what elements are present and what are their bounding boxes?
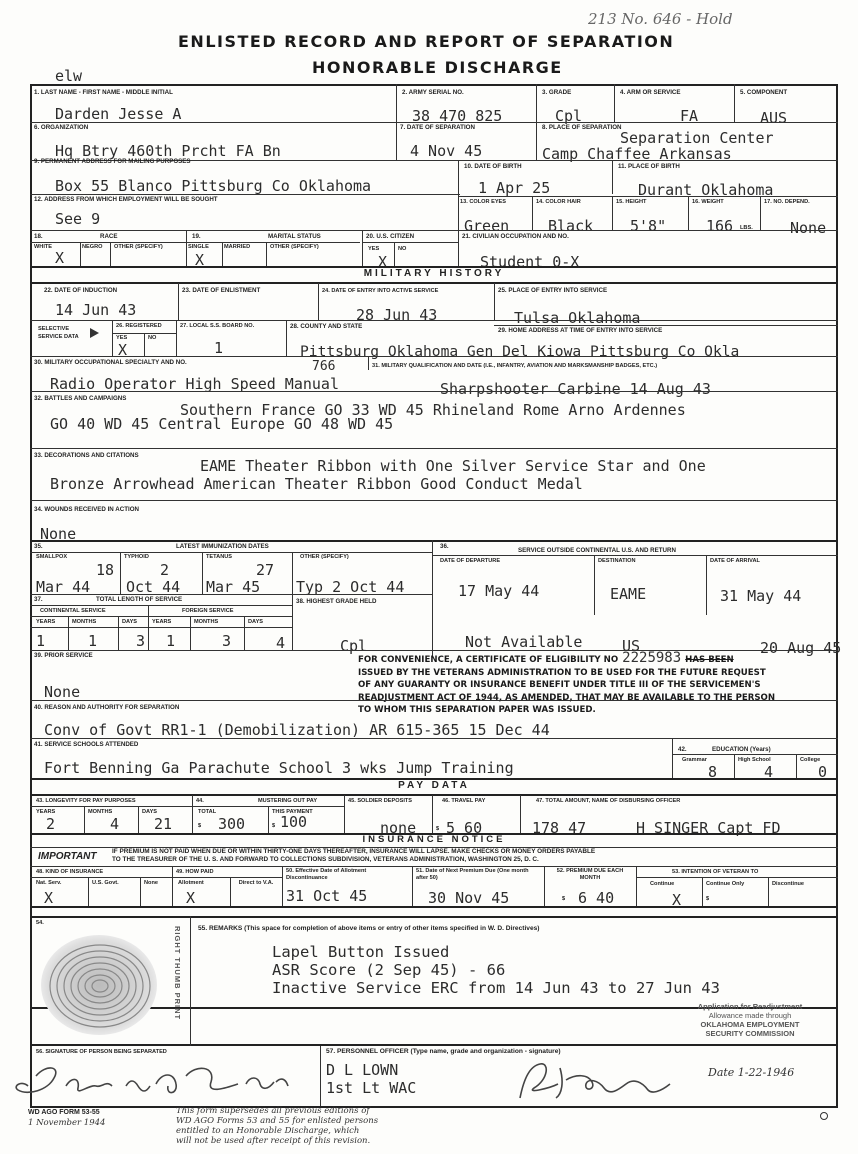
value-battles-2: GO 40 WD 45 Central Europe GO 48 WD 45 [50, 415, 394, 433]
value-weight: 166 [706, 217, 734, 235]
value-travel: 5 60 [446, 819, 483, 837]
value-remarks-3: Inactive Service ERC from 14 Jun 43 to 27 Jun 43 [272, 979, 720, 997]
label-address: 9. PERMANENT ADDRESS FOR MAILING PURPOSES [34, 158, 191, 165]
label-deposits: 45. SOLDIER DEPOSITS [348, 798, 413, 804]
label-eff-date: 50. Effective Date of Allotment Discontinuance [286, 868, 367, 881]
veteran-signature-icon [6, 1056, 306, 1106]
label-mustering-no: 44. [196, 798, 204, 804]
value-ins-nat-mark: X [44, 889, 54, 907]
value-battles-1: Southern France GO 33 WD 45 Rhineland Rome Arno Ardennes [180, 401, 686, 419]
label-direct: Direct to V.A. [238, 880, 274, 886]
section-pay-data: PAY DATA [398, 780, 470, 791]
label-education-no: 42. [678, 746, 687, 753]
value-decorations-1: EAME Theater Ribbon with One Silver Service Star and One [200, 457, 706, 475]
label-negro: NEGRO [82, 244, 103, 250]
label-qualification: 31. MILITARY QUALIFICATION AND DATE (I.E., INFANTRY, AVIATION AND MARKSMANSHIP BADGES, ETC.) [372, 363, 658, 369]
value-citizen-mark: X [378, 253, 388, 271]
value-organization: Hq Btry 460th Prcht FA Bn [55, 142, 281, 160]
value-cont-years: 1 [36, 632, 46, 650]
label-married: MARRIED [224, 244, 251, 250]
label-marital-no: 19. [192, 233, 201, 240]
label-reason: 40. REASON AND AUTHORITY FOR SEPARATION [34, 704, 180, 711]
label-county: 28. COUNTY AND STATE [290, 323, 363, 330]
label-total-dollar: $ [198, 823, 202, 829]
label-component: 5. COMPONENT [740, 89, 788, 96]
value-registered-mark: X [118, 341, 128, 359]
label-continue-only: Continue Only [706, 881, 745, 887]
value-smallpox-top: 18 [96, 561, 115, 579]
label-education: EDUCATION (Years) [712, 746, 771, 753]
important-text-2: TO THE TREASURER OF THE U. S. AND FORWARD TO COLLECTIONS SUBDIVISION, VETERANS ADMINISTRATION, WASHINGTON 25, D. C. [112, 856, 539, 863]
label-entry-place: 25. PLACE OF ENTRY INTO SERVICE [498, 287, 608, 294]
value-qualification: Sharpshooter Carbine 14 Aug 43 [440, 380, 711, 398]
value-component: AUS [760, 109, 788, 127]
label-nat-serv: Nat. Serv. [36, 880, 62, 886]
value-remarks-1: Lapel Button Issued [272, 943, 450, 961]
label-longevity: 43. LONGEVITY FOR PAY PURPOSES [36, 798, 136, 804]
label-race: RACE [100, 233, 118, 240]
label-eyes: 13. COLOR EYES [460, 199, 507, 205]
label-remarks: 55. REMARKS (This space for completion of above items or entry of other items specified in W. D. Directives) [198, 925, 540, 932]
value-deposits: none [380, 819, 417, 837]
value-total-pay: 300 [218, 815, 246, 833]
label-important: IMPORTANT [38, 851, 97, 862]
pointer-arrow-icon [90, 328, 99, 338]
value-departure: 17 May 44 [458, 582, 540, 600]
value-prior-service: None [44, 683, 81, 701]
label-total-pay: TOTAL [198, 809, 217, 815]
label-long-months: MONTHS [88, 809, 113, 815]
value-premium: 6 40 [578, 889, 615, 907]
label-reg-no: NO [148, 335, 157, 341]
label-total-amount: 47. TOTAL AMOUNT, NAME OF DISBURSING OFFICER [536, 798, 681, 804]
label-payment-dollar: $ [272, 823, 276, 829]
label-for-days: DAYS [248, 619, 264, 625]
eligibility-stamp: FOR CONVENIENCE, A CERTIFICATE OF ELIGIBILITY NO 2225983 HAS BEEN ISSUED BY THE VETERANS ADMINISTRATION TO BE USED FOR THE FUTURE REQUEST OF ANY GUARANTY OR INSURANCE BENEFIT UNDER TITLE III OF THE SERVICEMEN'S READJUSTMENT ACT OF 1944, AS AMENDED, THAT MAY BE AVAILABLE TO THE PERSON TO WHOM THIS SEPARATION PAPER WAS ISSUED. [358, 650, 776, 716]
value-allot-mark: X [186, 889, 196, 907]
value-induction: 14 Jun 43 [55, 301, 137, 319]
value-sep-place-1: Separation Center [620, 129, 774, 147]
label-length: TOTAL LENGTH OF SERVICE [96, 596, 183, 603]
label-employment-addr: 12. ADDRESS FROM WHICH EMPLOYMENT WILL BE SOUGHT [34, 196, 218, 203]
value-typhoid-2: Oct 44 [126, 578, 181, 596]
value-long-days: 21 [154, 815, 173, 833]
label-cont-months: MONTHS [72, 619, 97, 625]
label-single: SINGLE [188, 244, 209, 250]
value-long-months: 4 [110, 815, 120, 833]
label-selective-service: SELECTIVE SERVICE DATA [38, 326, 79, 340]
label-sep-date: 7. DATE OF SEPARATION [400, 124, 475, 131]
label-ins-kind: 48. KIND OF INSURANCE [36, 869, 104, 875]
value-for-days: 4 [276, 634, 286, 652]
label-thumb-no: 54. [36, 920, 44, 926]
value-highest-grade: Cpl [340, 637, 368, 655]
union-bug-icon [820, 1112, 828, 1120]
value-destination: EAME [610, 585, 647, 603]
label-serial: 2. ARMY SERIAL NO. [402, 89, 464, 96]
value-cont-months: 1 [88, 632, 98, 650]
label-this-payment: THIS PAYMENT [272, 809, 313, 815]
label-citizen-no: NO [398, 246, 407, 252]
value-long-years: 2 [46, 815, 56, 833]
value-grade: Cpl [555, 107, 583, 125]
label-college: College [800, 757, 821, 763]
form-number: WD AGO FORM 53-55 [28, 1109, 100, 1116]
typist-initials: elw [55, 67, 83, 85]
thumbprint-icon [40, 934, 158, 1036]
label-typhoid: TYPHOID [124, 554, 149, 560]
value-allot-date: 31 Oct 45 [286, 887, 368, 905]
value-mos: Radio Operator High Speed Manual [50, 375, 339, 393]
label-other-imm: OTHER (SPECIFY) [300, 554, 349, 560]
label-grammar: Grammar [682, 757, 707, 763]
value-next-premium: 30 Nov 45 [428, 889, 510, 907]
label-sep-place: 8. PLACE OF SEPARATION [542, 124, 622, 131]
label-arrival: DATE OF ARRIVAL [710, 558, 760, 564]
value-this-payment: 100 [280, 813, 308, 831]
value-for-years: 1 [166, 632, 176, 650]
value-us-return: US [622, 637, 641, 655]
label-reg-yes: YES [116, 335, 128, 341]
label-board-no: 27. LOCAL S.S. BOARD NO. [180, 323, 255, 329]
label-prior-service: 39. PRIOR SERVICE [34, 652, 93, 659]
label-continue: Continue [650, 881, 675, 887]
value-college: 0 [818, 763, 828, 781]
label-outside-no: 36. [440, 543, 449, 550]
label-foreign: FOREIGN SERVICE [182, 608, 234, 614]
label-marital: MARITAL STATUS [268, 233, 321, 240]
value-employment-addr: See 9 [55, 210, 101, 228]
label-weight: 16. WEIGHT [692, 199, 724, 205]
value-height: 5'8" [630, 217, 667, 235]
value-grammar: 8 [708, 763, 718, 781]
label-name: 1. LAST NAME - FIRST NAME - MIDDLE INITIAL [34, 89, 173, 96]
value-address: Box 55 Blanco Pittsburg Co Oklahoma [55, 177, 372, 195]
value-arrival: 31 May 44 [720, 587, 802, 605]
label-continue-dollar: $ [706, 896, 710, 902]
label-lbs: LBS. [740, 225, 753, 231]
value-dependents: None [790, 219, 827, 237]
label-continental: CONTINENTAL SERVICE [40, 608, 106, 614]
value-remarks-2: ASR Score (2 Sep 45) - 66 [272, 961, 506, 979]
label-departure: DATE OF DEPARTURE [440, 558, 501, 564]
label-ms-other: OTHER (SPECIFY) [270, 244, 319, 250]
label-registered: 26. REGISTERED [116, 323, 162, 329]
value-dob: 1 Apr 25 [478, 179, 551, 197]
label-for-months: MONTHS [194, 619, 219, 625]
value-hair: Black [548, 217, 594, 235]
value-pob: Durant Oklahoma [638, 181, 774, 199]
form-date: 1 November 1944 [28, 1118, 106, 1128]
value-name: Darden Jesse A [55, 105, 182, 123]
label-how-paid: 49. HOW PAID [176, 869, 214, 875]
label-organization: 6. ORGANIZATION [34, 124, 89, 131]
label-signature: 56. SIGNATURE OF PERSON BEING SEPARATED [36, 1049, 167, 1055]
value-civ-occ: Student 0-X [480, 253, 580, 271]
value-return-date: 20 Aug 45 [760, 639, 842, 657]
label-civ-occ: 21. CIVILIAN OCCUPATION AND NO. [462, 233, 569, 240]
value-highschool: 4 [764, 763, 774, 781]
footer-note-2: WD AGO Forms 53 and 55 for enlisted persons [176, 1116, 379, 1126]
label-cont-years: YEARS [36, 619, 56, 625]
label-immunization: LATEST IMMUNIZATION DATES [176, 543, 269, 550]
value-arm: FA [680, 107, 699, 125]
label-wounds: 34. WOUNDS RECEIVED IN ACTION [34, 506, 139, 513]
label-decorations: 33. DECORATIONS AND CITATIONS [34, 452, 139, 459]
value-continue-mark: X [672, 891, 682, 909]
label-active-entry: 24. DATE OF ENTRY INTO ACTIVE SERVICE [322, 288, 439, 294]
label-enlistment: 23. DATE OF ENLISTMENT [182, 287, 261, 294]
value-total-amount: 178 47 [532, 819, 587, 837]
label-destination: DESTINATION [598, 558, 636, 564]
value-marital-mark: X [195, 251, 205, 269]
label-ins-none: None [144, 880, 158, 886]
section-military-history: MILITARY HISTORY [363, 268, 505, 279]
officer-signature-icon [500, 1058, 720, 1104]
value-smallpox: Mar 44 [36, 578, 91, 596]
employment-stamp: Application for Readjustment Allowance made through OKLAHOMA EMPLOYMENT SECURITY COMMISSION [697, 1002, 803, 1038]
label-battles: 32. BATTLES AND CAMPAIGNS [34, 395, 127, 402]
label-next-premium: 51. Date of Next Premium Due (One month after 50) [416, 868, 529, 881]
label-citizen: 20. U.S. CITIZEN [366, 233, 415, 240]
label-highest-grade: 38. HIGHEST GRADE HELD [296, 598, 377, 605]
label-for-years: YEARS [152, 619, 172, 625]
file-note: 213 No. 646 - Hold [588, 10, 733, 28]
discharge-document: 213 No. 646 - Hold ENLISTED RECORD AND REPORT OF SEPARATION HONORABLE DISCHARGE elw 1. LAST NAME - FIRST NAME - MIDDLE INITIAL 2. ARMY SERIAL NO. 3. GRADE 4. ARM OR SERVICE 5. COMPONENT Darden Jesse A 38 470 825 Cpl FA AUS 6. ORGANIZATION 7. DATE OF SEPARATION 8. PLACE OF SEPARATION Separation Center Hq Btry 460th Prcht FA Bn 4 Nov 45 Camp Chaffee Arkansas 9. PERMANENT ADDRESS FOR MAILING PURPOSES 10. DATE OF BIRTH 11. PLACE OF BIRTH Box 55 Blanco Pittsburg Co Oklahoma 1 Apr 25 Durant Oklahoma 12. ADDRESS FROM WHICH EMPLOYMENT WILL BE SOUGHT 13. COLOR EYES 14. COLOR HAIR 15. HEIGHT 16. WEIGHT 17. NO. DEPEND. See 9 Green Black 5'8" 166 LBS. None 18. RACE 19. MARITAL STATUS 20. U.S. CITIZEN 21. CIVILIAN OCCUPATION AND NO. WHITE NEGRO OTHER (SPECIFY) SINGLE MARRIED OTHER (SPECIFY) YES NO X X X Student 0-X MILITARY HISTORY 22. DATE OF INDUCTION 23. DATE OF ENLISTMENT 24. DATE OF ENTRY INTO ACTIVE SERVICE 25. PLACE OF ENTRY INTO SERVICE 14 Jun 43 28 Jun 43 Tulsa Oklahoma SELECTIVE SERVICE DATA 26. REGISTERED YES NO 27. LOCAL S.S. BOARD NO. 28. COUNTY AND STATE 29. HOME ADDRESS AT TIME OF ENTRY INTO SERVICE X 1 Pittsburg Oklahoma Gen Del Kiowa Pittsburg Co Okla 30. MILITARY OCCUPATIONAL SPECIALTY AND NO. 31. MILITARY QUALIFICATION AND DATE (I.E., INFANTRY, AVIATION AND MARKSMANSHIP BADGES, ETC.) 766 Radio Operator High Speed Manual Sharpshooter Carbine 14 Aug 43 32. BATTLES AND CAMPAIGNS Southern France GO 33 WD 45 Rhineland Rome Arno Ardennes GO 40 WD 45 Central Europe GO 48 WD 45 33. DECORATIONS AND CITATIONS EAME Theater Ribbon with One Silver Service Star and One Bronze Arrowhead American Theater Ribbon Good Conduct Medal 34. WOUNDS RECEIVED IN ACTION None 35. LATEST IMMUNIZATION DATES 36. SERVICE OUTSIDE CONTINENTAL U.S. AND RETURN SMALLPOX TYPHOID TETANUS OTHER (SPECIFY) DATE OF DEPARTURE DESTINATION DATE OF ARRIVAL 18 2 27 Mar 44 Oct 44 Mar 45 Typ 2 Oct 44 17 May 44 EAME 31 May 44 37. TOTAL LENGTH OF SERVICE 38. HIGHEST GRADE HELD CONTINENTAL SERVICE FOREIGN SERVICE YEARS MONTHS DAYS YEARS MONTHS DAYS 1 1 3 1 3 4 Cpl Not Available US 20 Aug 45 39. PRIOR SERVICE None FOR CONVENIENCE, A CERTIFICATE OF ELIGIBILITY NO 2225983 HAS BEEN ISSUED BY THE VETERANS ADMINISTRATION TO BE USED FOR THE FUTURE REQUEST OF ANY GUARANTY OR INSURANCE BENEFIT UNDER TITLE III OF THE SERVICEMEN'S READJUSTMENT ACT OF 1944, AS AMENDED, THAT MAY BE AVAILABLE TO THE PERSON TO WHOM THIS SEPARATION PAPER WAS ISSUED. 40. REASON AND AUTHORITY FOR SEPARATION Conv of Govt RR1-1 (Demobilization) AR 615-365 15 Dec 44 41. SERVICE SCHOOLS ATTENDED 42. EDUCATION (Years) Grammar High School College Fort Benning Ga Parachute School 3 wks Jump Training 8 4 0 PAY DATA 43. LONGEVITY FOR PAY PURPOSES 44. MUSTERING OUT PAY 45. SOLDIER DEPOSITS 46. TRAVEL PAY 47. TOTAL AMOUNT, NAME OF DISBURSING OFFICER YEARS MONTHS DAYS TOTAL THIS PAYMENT 2 4 21 $ 300 $ 100 none $ 5 60 178 47 H SINGER Capt FD INSURANCE NOTICE IMPORTANT IF PREMIUM IS NOT PAID WHEN DUE OR WITHIN THIRTY-ONE DAYS THEREAFTER, INSURANCE WILL LAPSE. MAKE CHECKS OR MONEY ORDERS PAYABLE TO THE TREASURER OF THE U. S. AND FORWARD TO COLLECTIONS SUBDIVISION, VETERANS ADMINISTRATION, WASHINGTON 25, D. C. 48. KIND OF INSURANCE 49. HOW PAID 50. Effective Date of Allotment Discontinuance 51. Date of Next Premium Due (One month after 50) 52. PREMIUM DUE EACH MONTH 53. INTENTION OF VETERAN TO Nat. Serv. U.S. Govt. None Allotment Direct to V.A. Continue Continue Only Discontinue X X 31 Oct 45 30 Nov 45 $ 6 40 X $ 54. 55. REMARKS (This space for completion of above items or entry of other items specified in W. D. Directives) RIGHT THUMB PRINT Lapel Button Issued ASR Score (2 Sep 45) - 66 Inactive Service ERC from 14 Jun 43 to 27 Jun 43 Application for Readjustment Allowance made through OKLAHOMA EMPLOYMENT SECURITY COMMISSION 56. SIGNATURE OF PERSON BEING SEPARATED 57. PERSONNEL OFFICER (Type name, grade and organization - signature) D L LOWN 1st Lt WAC Date 1-22-1946 WD AGO FORM 53-55 1 November 1944 This form supersedes all previous editions of WD AGO Forms 53 and 55 for enlisted persons entitled to an Honorable Discharge, which will not be used after receipt of this revision. [0, 0, 858, 1154]
label-schools: 41. SERVICE SCHOOLS ATTENDED [34, 741, 139, 748]
value-board-no: 1 [214, 339, 224, 357]
footer-note-4: will not be used after receipt of this revision. [176, 1136, 371, 1146]
label-white: WHITE [34, 244, 53, 250]
label-travel: 46. TRAVEL PAY [442, 798, 486, 804]
label-pob: 11. PLACE OF BIRTH [618, 163, 680, 170]
label-travel-dollar: $ [436, 826, 440, 832]
label-length-no: 37. [34, 596, 43, 603]
label-dependents: 17. NO. DEPEND. [764, 199, 810, 205]
label-cont-days: DAYS [122, 619, 138, 625]
label-citizen-yes: YES [368, 246, 380, 252]
value-disbursing-officer: H SINGER Capt FD [636, 819, 781, 837]
value-sep-date: 4 Nov 45 [410, 142, 483, 160]
value-officer-name: D L LOWN [326, 1061, 399, 1079]
label-mustering: MUSTERING OUT PAY [258, 798, 318, 804]
value-not-available: Not Available [465, 633, 583, 651]
label-tetanus: TETANUS [206, 554, 232, 560]
label-long-days: DAYS [142, 809, 158, 815]
value-officer-grade: 1st Lt WAC [326, 1079, 417, 1097]
label-mos: 30. MILITARY OCCUPATIONAL SPECIALTY AND NO. [34, 359, 187, 366]
label-highschool: High School [738, 757, 771, 763]
value-county-home: Pittsburg Oklahoma Gen Del Kiowa Pittsburg Co Okla [300, 343, 740, 360]
value-wounds: None [40, 525, 77, 543]
label-us-govt: U.S. Govt. [92, 880, 119, 886]
value-typhoid-1: 2 [160, 561, 170, 579]
value-schools: Fort Benning Ga Parachute School 3 wks Jump Training [44, 759, 514, 777]
value-tetanus-1: 27 [256, 561, 275, 579]
label-race-other: OTHER (SPECIFY) [114, 244, 163, 250]
value-sep-place-2: Camp Chaffee Arkansas [542, 145, 732, 163]
label-long-years: YEARS [36, 809, 56, 815]
footer-note-3: entitled to an Honorable Discharge, which [176, 1126, 360, 1136]
value-for-months: 3 [222, 632, 232, 650]
label-induction: 22. DATE OF INDUCTION [44, 287, 118, 294]
label-race-no: 18. [34, 233, 43, 240]
label-premium-dollar: $ [562, 896, 566, 902]
label-smallpox: SMALLPOX [36, 554, 68, 560]
value-reason: Conv of Govt RR1-1 (Demobilization) AR 615-365 15 Dec 44 [44, 721, 550, 739]
label-hair: 14. COLOR HAIR [536, 199, 581, 205]
value-mos-no: 766 [312, 359, 336, 374]
label-immunization-no: 35. [34, 543, 43, 550]
footer-note-1: This form supersedes all previous editions of [176, 1106, 370, 1116]
section-insurance-notice: INSURANCE NOTICE [362, 834, 506, 845]
certificate-number: 2225983 [622, 650, 682, 666]
label-premium: 52. PREMIUM DUE EACH MONTH [556, 868, 624, 881]
label-discontinue: Discontinue [772, 881, 805, 887]
value-race-mark: X [55, 249, 65, 267]
value-decorations-2: Bronze Arrowhead American Theater Ribbon Good Conduct Medal [50, 475, 583, 493]
label-grade: 3. GRADE [542, 89, 572, 96]
label-intention: 53. INTENTION OF VETERAN TO [672, 869, 759, 875]
label-home-addr: 29. HOME ADDRESS AT TIME OF ENTRY INTO SERVICE [498, 327, 663, 334]
value-cont-days: 3 [136, 632, 146, 650]
label-height: 15. HEIGHT [616, 199, 647, 205]
value-tetanus-2: Mar 45 [206, 578, 261, 596]
value-eyes: Green [464, 217, 510, 235]
label-personnel-officer: 57. PERSONNEL OFFICER (Type name, grade and organization - signature) [326, 1048, 561, 1055]
label-arm: 4. ARM OR SERVICE [620, 89, 681, 96]
form-subtitle: HONORABLE DISCHARGE [312, 58, 563, 77]
value-active-entry: 28 Jun 43 [356, 306, 438, 324]
value-other-imm: Typ 2 Oct 44 [296, 578, 405, 596]
value-entry-place: Tulsa Oklahoma [514, 309, 641, 327]
value-serial: 38 470 825 [412, 107, 503, 125]
value-date-stamp: Date 1-22-1946 [708, 1066, 795, 1079]
form-title: ENLISTED RECORD AND REPORT OF SEPARATION [178, 32, 675, 51]
label-dob: 10. DATE OF BIRTH [464, 163, 522, 170]
label-allotment: Allotment [178, 880, 204, 886]
important-text-1: IF PREMIUM IS NOT PAID WHEN DUE OR WITHIN THIRTY-ONE DAYS THEREAFTER, INSURANCE WILL LAPSE. MAKE CHECKS OR MONEY ORDERS PAYABLE [112, 848, 596, 855]
label-outside: SERVICE OUTSIDE CONTINENTAL U.S. AND RETURN [518, 547, 676, 554]
